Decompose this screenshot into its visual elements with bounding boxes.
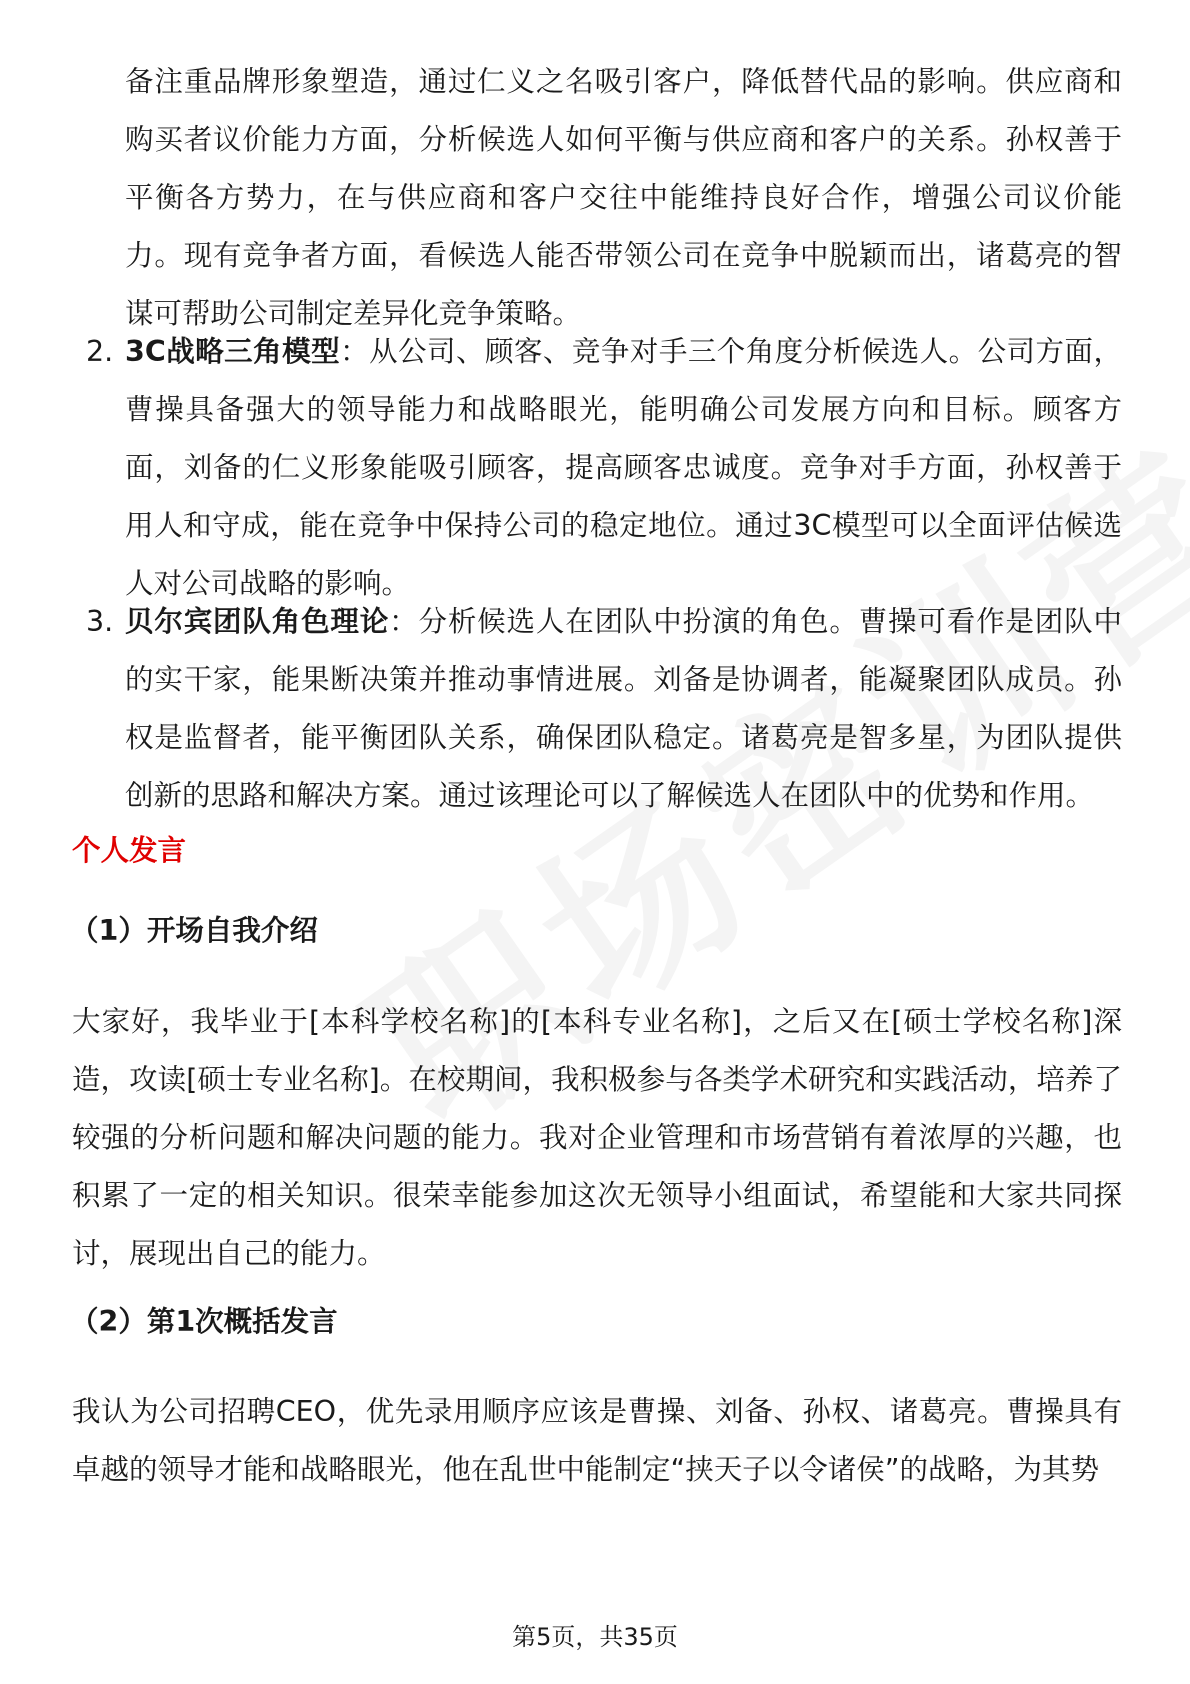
paragraph-first-summary: 我认为公司招聘CEO，优先录用顺序应该是曹操、刘备、孙权、诸葛亮。曹操具有卓越的领导才能和战略眼光，他在乱世中能制定“挟天子以令诸侯”的战略，为其势 [72,1395,1122,1486]
subheading-self-intro: （1）开场自我介绍 [70,914,318,947]
list-item-body [125,323,1122,613]
list-item-continuation [72,53,1122,343]
list-item-title: 3C战略三角模型 [125,335,341,368]
list-number: 2. [86,335,114,368]
paragraph-self-intro: 大家好，我毕业于[本科学校名称]的[本科专业名称]，之后又在[硕士学校名称]深造，攻读[硕士专业名称]。在校期间，我积极参与各类学术研究和实践活动，培养了较强的分析问题和解决问题的能力。我对企业管理和市场营销有着浓厚的兴趣，也积累了一定的相关知识。很荣幸能参加这次无领导小组面试，希望能和大家共同探讨，展现出自己的能力。 [72,1005,1122,1270]
subheading-first-summary: （2）第1次概括发言 [70,1305,338,1338]
list-item-body [125,593,1122,825]
section-title: 个人发言 [72,834,187,867]
list-number: 3. [86,605,114,638]
list-item-text: ：分析候选人在团队中扮演的角色。曹操可看作是团队中的实干家，能果断决策并推动事情进展。刘备是协调者，能凝聚团队成员。孙权是监督者，能平衡团队关系，确保团队稳定。诸葛亮是智多星，为团队提供创新的思路和解决方案。通过该理论可以了解候选人在团队中的优势和作用。 [125,605,1122,812]
list-item-text: ：从公司、顾客、竞争对手三个角度分析候选人。公司方面，曹操具备强大的领导能力和战略眼光，能明确公司发展方向和目标。顾客方面，刘备的仁义形象能吸引顾客，提高顾客忠诚度。竞争对手方面，孙权善于用人和守成，能在竞争中保持公司的稳定地位。通过3C模型可以全面评估候选人对公司战略的影响。 [125,335,1122,600]
list-item-3c-model [72,323,1122,613]
list-item-text: 备注重品牌形象塑造，通过仁义之名吸引客户，降低替代品的影响。供应商和购买者议价能力方面，分析候选人如何平衡与供应商和客户的关系。孙权善于平衡各方势力，在与供应商和客户交往中能维持良好合作，增强公司议价能力。现有竞争者方面，看候选人能否带领公司在竞争中脱颖而出，诸葛亮的智谋可帮助公司制定差异化竞争策略。 [125,65,1122,330]
list-item-title: 贝尔宾团队角色理论 [125,605,390,638]
page-number: 第5页，共35页 [512,1623,678,1651]
list-item-belbin-theory [72,593,1122,825]
